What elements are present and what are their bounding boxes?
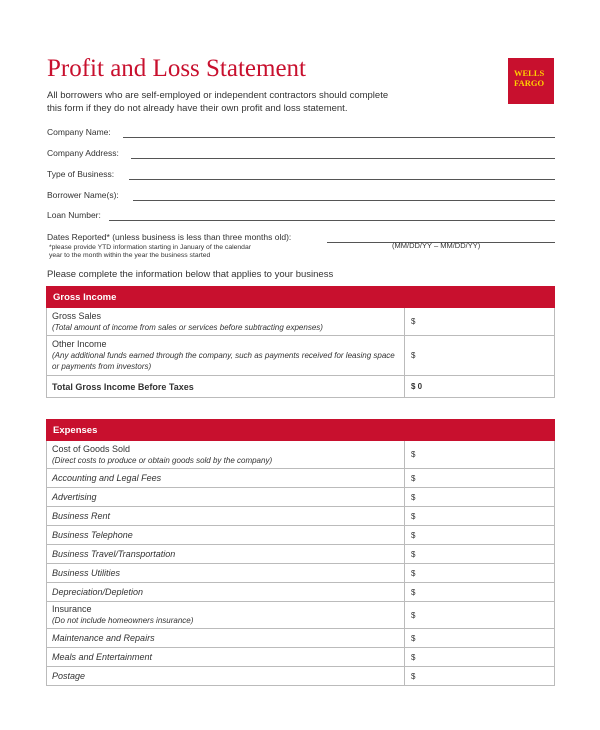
dates-note-line-2: year to the month within the year the business started	[49, 252, 211, 259]
cost-of-goods-sold-cell	[47, 441, 405, 469]
business-travel-label: Business Travel/Transportation	[47, 545, 405, 564]
gross-income-header: Gross Income	[47, 287, 555, 308]
business-rent-amount[interactable]: $	[405, 507, 555, 526]
advertising-label: Advertising	[47, 488, 405, 507]
table-row	[47, 545, 555, 564]
maintenance-repairs-label: Maintenance and Repairs	[47, 629, 405, 648]
intro-line-2: this form if they do not already have their own profit and loss statement.	[47, 103, 348, 114]
expenses-header: Expenses	[47, 420, 555, 441]
company-address-label: Company Address:	[47, 148, 119, 158]
table-row	[47, 602, 555, 629]
table-row	[47, 667, 555, 686]
table-row	[47, 648, 555, 667]
borrower-names-label: Borrower Name(s):	[47, 190, 119, 200]
table-row	[47, 469, 555, 488]
postage-amount[interactable]: $	[405, 667, 555, 686]
table-row	[47, 336, 555, 376]
company-name-line[interactable]	[123, 137, 555, 138]
dates-note-line-1: *please provide YTD information starting in January of the calendar	[49, 244, 252, 251]
gross-sales-cell	[47, 308, 405, 336]
table-row	[47, 488, 555, 507]
dates-reported-label: Dates Reported* (unless business is less than three months old):	[47, 232, 292, 242]
total-gross-income-amount: $ 0	[405, 376, 555, 398]
business-utilities-label: Business Utilities	[47, 564, 405, 583]
table-row	[47, 441, 555, 469]
advertising-amount[interactable]: $	[405, 488, 555, 507]
row-label: Insurance	[52, 604, 92, 614]
accounting-legal-fees-amount[interactable]: $	[405, 469, 555, 488]
logo-line-1: WELLS	[514, 68, 545, 78]
business-utilities-amount[interactable]: $	[405, 564, 555, 583]
loan-number-label: Loan Number:	[47, 210, 101, 220]
instructions-text: Please complete the information below that applies to your business	[47, 269, 334, 280]
intro-text	[47, 89, 467, 115]
company-name-label: Company Name:	[47, 127, 111, 137]
table-row	[47, 583, 555, 602]
row-description: (Do not include homeowners insurance)	[52, 616, 194, 625]
wells-fargo-logo	[508, 58, 554, 104]
business-travel-amount[interactable]: $	[405, 545, 555, 564]
other-income-cell	[47, 336, 405, 376]
table-row	[47, 507, 555, 526]
expenses-table	[46, 419, 555, 686]
depreciation-depletion-label: Depreciation/Depletion	[47, 583, 405, 602]
row-description: (Any additional funds earned through the company, such as payments received for leasing space or payments from investors)	[52, 351, 395, 371]
type-of-business-field[interactable]	[47, 169, 555, 183]
business-telephone-label: Business Telephone	[47, 526, 405, 545]
depreciation-depletion-amount[interactable]: $	[405, 583, 555, 602]
accounting-legal-fees-label: Accounting and Legal Fees	[47, 469, 405, 488]
postage-label: Postage	[47, 667, 405, 686]
type-of-business-label: Type of Business:	[47, 169, 115, 179]
company-address-line[interactable]	[131, 158, 555, 159]
business-rent-label: Business Rent	[47, 507, 405, 526]
table-row	[47, 376, 555, 398]
loan-number-field[interactable]	[47, 210, 555, 224]
gross-income-table	[46, 286, 555, 398]
type-of-business-line[interactable]	[129, 179, 555, 180]
company-name-field[interactable]	[47, 127, 555, 141]
dates-format-hint: (MM/DD/YY – MM/DD/YY)	[392, 241, 481, 250]
row-description: (Total amount of income from sales or services before subtracting expenses)	[52, 322, 323, 332]
insurance-cell	[47, 602, 405, 629]
page-title: Profit and Loss Statement	[47, 55, 306, 82]
borrower-names-line[interactable]	[133, 200, 555, 201]
row-description: (Direct costs to produce or obtain goods sold by the company)	[52, 455, 273, 465]
intro-line-1: All borrowers who are self-employed or independent contractors should complete	[47, 90, 389, 101]
meals-entertainment-label: Meals and Entertainment	[47, 648, 405, 667]
loan-number-line[interactable]	[109, 220, 555, 221]
table-row	[47, 564, 555, 583]
maintenance-repairs-amount[interactable]: $	[405, 629, 555, 648]
gross-sales-amount[interactable]: $	[405, 308, 555, 336]
total-gross-income-label: Total Gross Income Before Taxes	[47, 376, 405, 398]
meals-entertainment-amount[interactable]: $	[405, 648, 555, 667]
table-row	[47, 629, 555, 648]
company-address-field[interactable]	[47, 148, 555, 162]
logo-line-2: FARGO	[514, 78, 545, 88]
dates-note	[49, 244, 251, 260]
row-label: Other Income	[52, 339, 107, 349]
table-row	[47, 308, 555, 336]
row-label: Gross Sales	[52, 310, 102, 321]
insurance-amount[interactable]: $	[405, 602, 555, 629]
borrower-names-field[interactable]	[47, 190, 555, 204]
row-label: Cost of Goods Sold	[52, 443, 131, 454]
table-row	[47, 526, 555, 545]
other-income-amount[interactable]: $	[405, 336, 555, 376]
business-telephone-amount[interactable]: $	[405, 526, 555, 545]
cost-of-goods-sold-amount[interactable]: $	[405, 441, 555, 469]
